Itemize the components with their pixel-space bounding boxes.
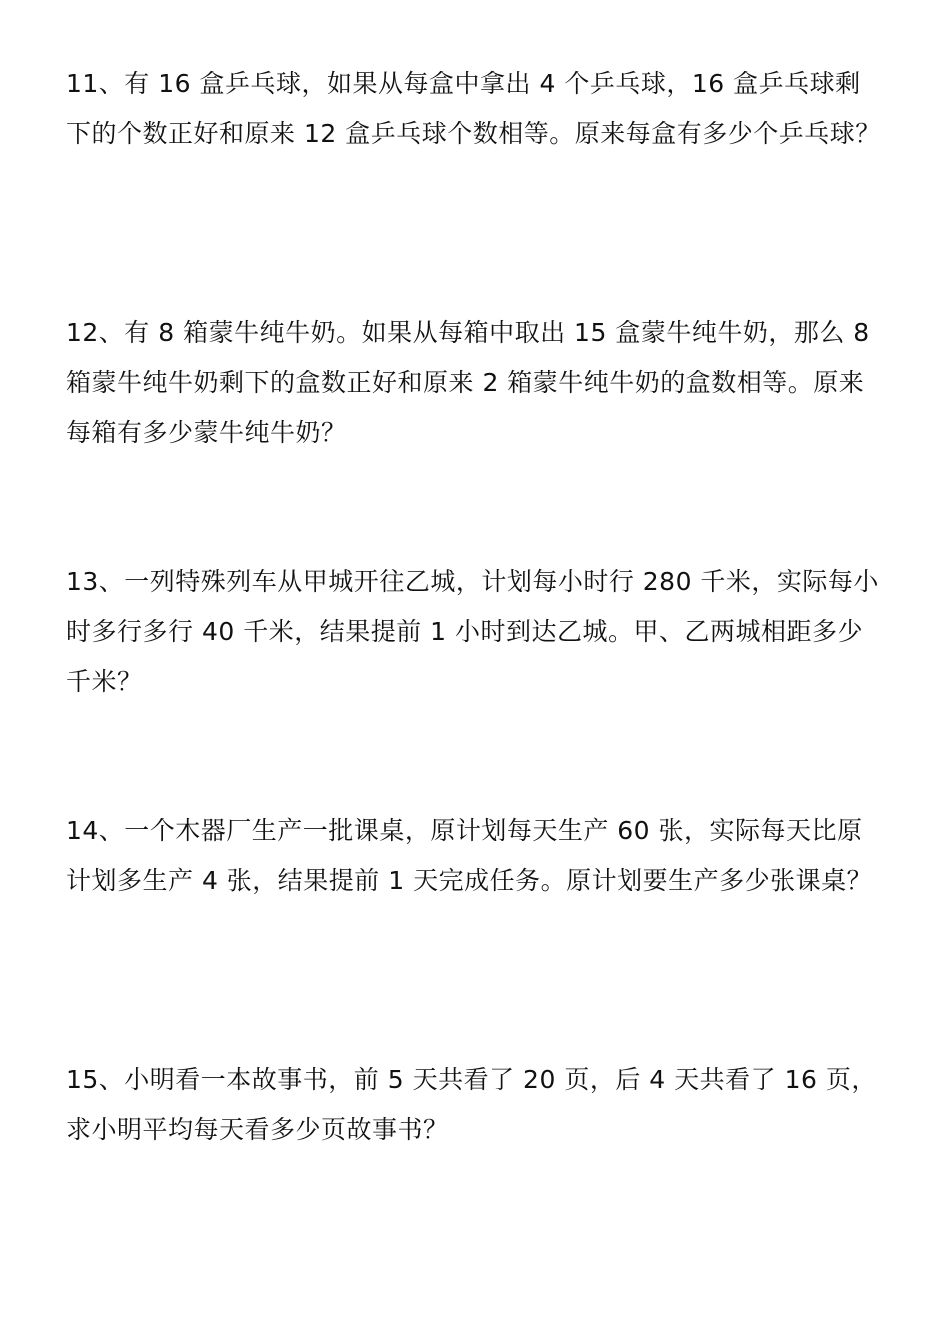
- problem-12: 12、有 8 箱蒙牛纯牛奶。如果从每箱中取出 15 盒蒙牛纯牛奶，那么 8 箱蒙牛纯牛奶剩下的盒数正好和原来 2 箱蒙牛纯牛奶的盒数相等。原来每箱有多少蒙牛纯牛奶？: [66, 318, 870, 447]
- problem-13: 13、一列特殊列车从甲城开往乙城，计划每小时行 280 千米，实际每小时多行多行 40 千米，结果提前 1 小时到达乙城。甲、乙两城相距多少千米？: [66, 567, 879, 696]
- problem-15: 15、小明看一本故事书，前 5 天共看了 20 页，后 4 天共看了 16 页，求小明平均每天看多少页故事书？: [66, 1065, 877, 1144]
- problem-14: 14、一个木器厂生产一批课桌，原计划每天生产 60 张，实际每天比原计划多生产 4 张，结果提前 1 天完成任务。原计划要生产多少张课桌？: [66, 816, 873, 895]
- problem-11: 11、有 16 盒乒乓球，如果从每盒中拿出 4 个乒乓球，16 盒乒乓球剩下的个数正好和原来 12 盒乒乓球个数相等。原来每盒有多少个乒乓球？: [66, 69, 881, 148]
